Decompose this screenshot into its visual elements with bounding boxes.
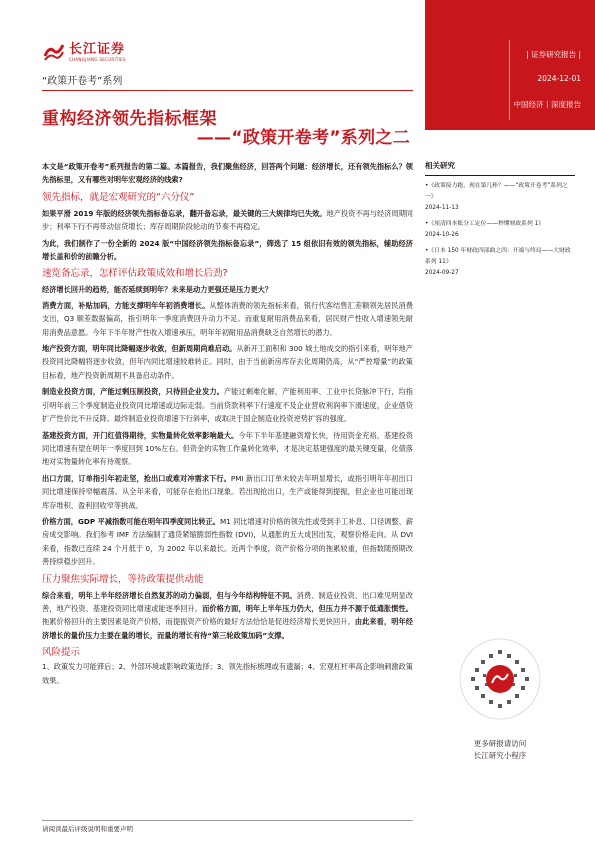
paragraph: 为此，我们制作了一份全新的 2024 版“中国经济领先指标备忘录”，筛选了 15 组依旧有效的领先指标，辅助经济增长盖和价的前瞻分析。 — [42, 238, 413, 262]
page-subtitle: ——“政策开卷考”系列之二 — [196, 128, 410, 148]
report-category: 中国经济丨深度报告 — [513, 100, 581, 109]
paragraph-consumption: 消费方面，补贴加码，方能支撑明年年初消费增长。从整体消费的领先指标来看，银行代客结售汇差额领先居民消费支出，Q3 顺差数据偏高，指引明年一季度消费回升动力不足。而重复耐用消费品来看，居民财产性收入增速领先耐用消费品意愿。今年下半年财产性收入增速承压，明年年初耐用品消费缺乏自然增长的潜力。 — [42, 300, 413, 337]
report-info-panel — [425, 0, 595, 130]
brand-mark-icon — [43, 42, 65, 62]
panel-divider — [509, 40, 510, 120]
paragraph-prices: 价格方面，GDP 平减指数可能在明年四季度同比转正。M1 同比增速对价格的领先性或受到手工补息、口径调整、薪房成交影响。我们参考 IMF 方法编制了通货紧缩脆弱性指数 (DVI)，从通胀的五大成因出发，观察价格走向。从 DVI 来看，指数已连续 24 个月低于 0，为 2002 年以来最长。近两个季度，资产价格分项的拖累较重，但指数随预期改善持续稳步回升。 — [42, 516, 414, 567]
brand-name: 长江证券 — [69, 41, 126, 57]
related-item[interactable]: •《日本 150 年财政四部曲之四：开端与终局——大财政系列 11》 2024-09-27 — [425, 248, 571, 276]
qr-caption: 更多研报请访问 长江研究小程序 — [473, 739, 527, 760]
paragraph-infrastructure: 基建投资方面，开门红值得期待，实物量转化效率影响最大。今年下半年基建融资增长快，待用资金充裕，基建投资同比增速有望在明年一季度回到 10%左右。但资金的实物工作量转化效率，才是决定基建强度的最关键变量，化债落地对实物量转化率有待观察。 — [42, 430, 413, 467]
report-type: | 证券研究报告 | — [526, 50, 581, 59]
report-body — [42, 160, 413, 690]
paragraph-real-estate: 地产投资方面，明年同比降幅逐步收敛，但新周期尚难启动。从新开工面积和 300 城土地成交的指引来看，明年地产投资同比降幅将逐步收敛，但年内同比增速较难转正。同时，由于当前新房库存去化周期仍高，从“严控增量”的政策目标看，地产投资新周期不具备启动条件。 — [42, 344, 413, 380]
intro-paragraph: 本文是“政策开卷考”系列报告的第二篇。本篇报告，我们聚焦经济，回答两个问题：经济增长，还有领先指标么？领先指标里，又有哪些对明年宏观经济的线索? — [42, 162, 413, 185]
related-item[interactable]: •《政策接力跑，现在第几棒？——“政策开卷考”系列之一》 2024-11-13 — [425, 183, 568, 211]
disclaimer-note: 请阅读最后评级说明和重要声明 — [42, 825, 133, 833]
section-heading-2: 速览备忘录，怎样评估政策成效和增长后劲? — [42, 268, 228, 280]
brand-logo — [43, 40, 126, 64]
mini-program-qr-code-icon[interactable] — [459, 638, 541, 720]
series-label: “政策开卷考”系列 — [42, 76, 123, 87]
brand-name-en: CHANGJIANG SECURITIES — [69, 56, 126, 62]
related-research — [425, 160, 575, 279]
related-research-title: 相关研究 — [425, 160, 575, 176]
paragraph: 如果平滑 2019 年版的经济领先指标备忘录，翻开备忘录，最关键的三大规律均已失效。地产投资不再与经济周期同步；利率下行不再带动信贷增长；库存周期阶段轮动的节奏不再稳定。 — [42, 208, 413, 232]
section-heading-1: 领先指标，就是宏观研究的“六分仪” — [42, 191, 195, 203]
title-divider — [42, 90, 413, 91]
page-title: 重构经济领先指标框架 — [42, 109, 217, 129]
paragraph-exports: 出口方面，订单指引年初走坚，抢出口或难对冲需求下行。PMI 新出口订单未较去年明显增长，或指引明年年初出口同比增速保持窄幅震荡。从全年来看，可能存在抢出口现象。若出现抢出口，生产或能得到提振，但企业也可能出现库存堆积、盈利回收窄等挑战。 — [42, 473, 413, 510]
section-heading-3: 压力聚焦实际增长，等待政策提供动能 — [42, 573, 204, 585]
footer-divider — [42, 820, 413, 821]
risk-heading: 风险提示 — [42, 647, 81, 659]
paragraph-summary: 综合来看，明年上半年经济增长自然复苏的动力偏弱，但与今年结构特征不同。消费、制造业投资、出口难见明显改善，地产投资、基建投资同比增速或能逐季回升。而价格方面，明年上半年压力仍大，但压力并不源于低通胀惯性。拖累价格回升的主要因素是资产价格，而提振资产价格的最好方法恰恰是促进经济增长更快回升。由此来看，明年经济增长的量价压力主要在量的增长，而量的增长有待“第三轮政策加码”支撑。 — [42, 590, 413, 640]
question-line: 经济增长回升的趋势，能否延续到明年？未来是动力更强还是压力更大？ — [42, 285, 273, 295]
risk-text: 1、政策发力可能滞后；2、外部环境或影响政策选择；3、领先指标梳理或有遗漏；4、宏观杠杆率高企影响刺激政策效果。 — [42, 662, 413, 685]
paragraph-manufacturing: 制造业投资方面，产能过剩压制投资，只待回企业发力。产能过剩难化解，产能利用率、工业中长贷脉冲下行，均指引明年前三个季度制造业投资同比增速或边际走弱。当前贷款利率下行速度不及企业营收利润率下滑速度，企业借贷扩产性价比不升反降。最终制造业投资增速下行斜率，或取决于国企制造业投资逆势扩容的强度。 — [42, 387, 413, 424]
related-item[interactable]: •《厘清四本账分工定位——秒懂财政系列 1》 2024-10-26 — [425, 221, 545, 238]
report-date: 2024-12-01 — [537, 74, 581, 83]
